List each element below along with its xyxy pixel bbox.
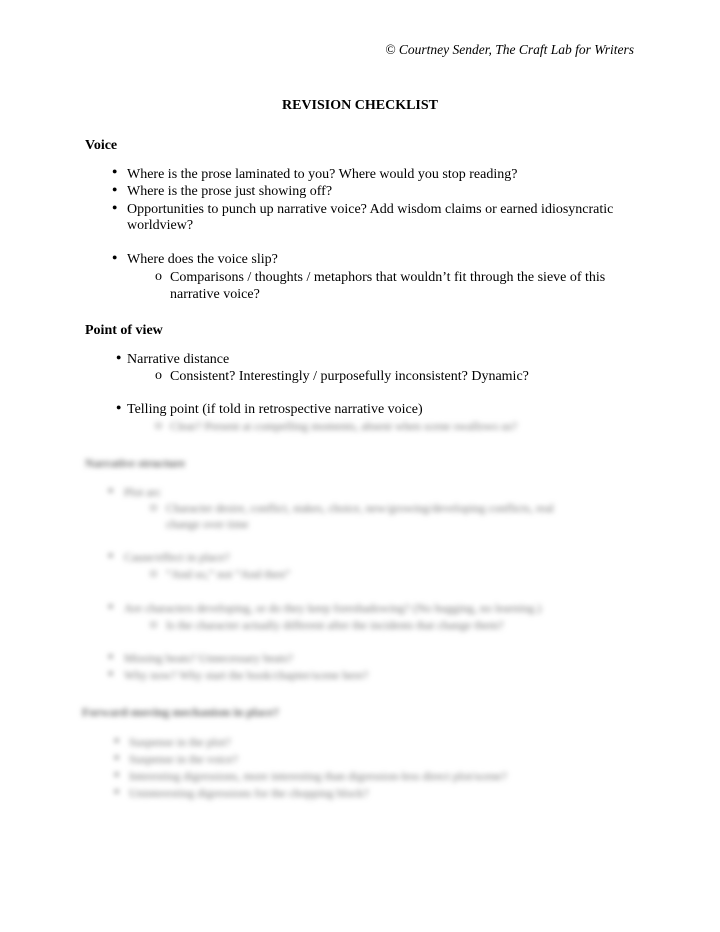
sub-list-item-continuation: narrative voice? <box>170 287 260 302</box>
section-heading-forward-moving: Forward-moving mechanism in place? <box>82 705 279 719</box>
list-item: Uninteresting digressions for the chopping block? <box>129 786 369 800</box>
section-heading-point-of-view: Point of view <box>85 323 163 338</box>
sub-bullet: o <box>155 368 162 383</box>
list-item: Cause/effect in place? <box>124 550 230 564</box>
list-item: Are characters developing, or do they keep foreshadowing? (No hugging, no learning.) <box>124 601 542 615</box>
list-item: Missing beats? Unnecessary beats? <box>124 651 293 665</box>
bullet: ● <box>108 668 114 678</box>
sub-list-item-continuation: change over time <box>166 517 249 531</box>
bullet: ● <box>108 601 114 611</box>
list-item: Where does the voice slip? <box>127 252 278 267</box>
sub-bullet: o <box>150 500 157 515</box>
sub-bullet: o <box>155 269 162 284</box>
bullet: ● <box>114 735 120 745</box>
bullet: ● <box>108 651 114 661</box>
list-item: Telling point (if told in retrospective narrative voice) <box>127 402 423 417</box>
list-item: Suspense in the voice? <box>129 752 238 766</box>
bullet: ● <box>116 402 122 412</box>
bullet: ● <box>114 752 120 762</box>
sub-list-item: “And so,” not “And then” <box>166 567 291 581</box>
bullet: ● <box>112 252 118 262</box>
list-item: Plot arc <box>124 485 161 499</box>
section-heading-voice: Voice <box>85 138 118 153</box>
sub-list-item: Is the character actually different after the incidents that change them? <box>166 618 504 632</box>
section-heading-narrative-structure: Narrative structure <box>85 456 186 470</box>
sub-bullet: o <box>150 617 157 632</box>
sub-list-item: Comparisons / thoughts / metaphors that wouldn’t fit through the sieve of this <box>170 270 606 285</box>
list-item: Narrative distance <box>127 352 230 367</box>
list-item: Suspense in the plot? <box>129 735 231 749</box>
list-item-continuation: worldview? <box>127 218 194 233</box>
bullet: ● <box>108 550 114 560</box>
bullet: ● <box>116 352 122 362</box>
page-title: REVISION CHECKLIST <box>282 98 438 113</box>
bullet: ● <box>108 485 114 495</box>
sub-list-item: Clear? Present at compelling moments, absent when scene swallows us? <box>170 419 518 433</box>
bullet: ● <box>112 184 118 194</box>
list-item: Opportunities to punch up narrative voice? Add wisdom claims or earned idiosyncratic <box>127 202 614 217</box>
bullet: ● <box>112 202 118 212</box>
list-item: Interesting digressions, more interesting than digression-less direct plot/scene? <box>129 769 507 783</box>
list-item: Why now? Why start the book/chapter/scene here? <box>124 668 369 682</box>
list-item: Where is the prose laminated to you? Where would you stop reading? <box>127 167 518 182</box>
bullet: ● <box>114 769 120 779</box>
sub-bullet: o <box>150 566 157 581</box>
bullet: ● <box>112 166 118 176</box>
sub-list-item: Consistent? Interestingly / purposefully inconsistent? Dynamic? <box>170 369 529 384</box>
sub-bullet: o <box>155 418 162 433</box>
copyright-line: © Courtney Sender, The Craft Lab for Writers <box>385 42 634 57</box>
bullet: ● <box>114 786 120 796</box>
list-item: Where is the prose just showing off? <box>127 184 333 199</box>
sub-list-item: Character desire, conflict, stakes, choice, new/growing/developing conflicts, real <box>166 501 554 515</box>
